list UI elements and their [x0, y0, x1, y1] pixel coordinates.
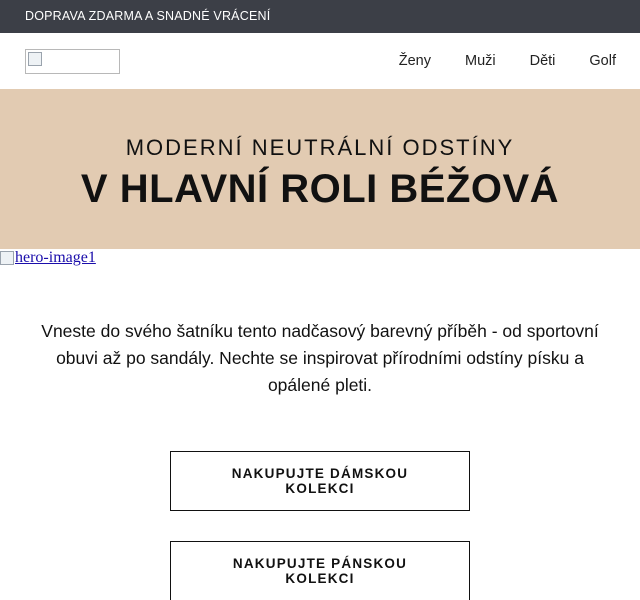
promo-bar	[0, 0, 640, 33]
hero-banner	[0, 89, 640, 249]
hero-title: V HLAVNÍ ROLI BÉŽOVÁ	[80, 167, 560, 211]
cta-group	[0, 399, 640, 600]
broken-image-icon	[0, 251, 14, 265]
brand-logo[interactable]	[25, 49, 120, 74]
shop-men-button[interactable]: NAKUPUJTE PÁNSKOU KOLEKCI	[170, 541, 470, 600]
intro-text: Vneste do svého šatníku tento nadčasový barevný příběh - od sportovní obuvi až po sandály. Nechte se inspirovat přírodními odstíny písku a opálené pleti.	[41, 320, 599, 395]
nav-link-muzi[interactable]: Muži	[464, 53, 496, 69]
nav-link-golf[interactable]: Golf	[589, 53, 616, 69]
hero-image[interactable]	[0, 249, 96, 266]
nav-link-deti[interactable]: Děti	[529, 53, 556, 69]
nav-link-zeny[interactable]: Ženy	[398, 53, 431, 69]
main-nav	[0, 33, 640, 89]
hero-image-alt-text[interactable]: hero-image1	[15, 248, 96, 266]
hero-subtitle: MODERNÍ NEUTRÁLNÍ ODSTÍNY	[125, 135, 515, 160]
broken-image-icon	[28, 52, 42, 66]
shop-women-button[interactable]: NAKUPUJTE DÁMSKOU KOLEKCI	[170, 451, 470, 511]
promo-text: DOPRAVA ZDARMA A SNADNÉ VRÁCENÍ	[25, 9, 271, 23]
nav-links	[364, 53, 615, 69]
